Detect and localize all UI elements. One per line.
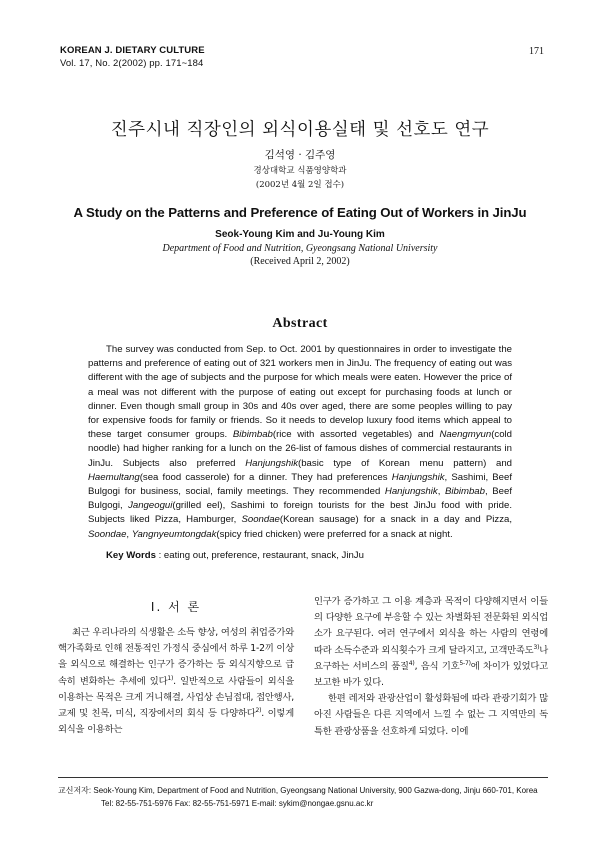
footnote-label: 교신저자 <box>58 786 89 795</box>
korean-received-date: (2002년 4월 2일 접수) <box>255 180 345 190</box>
citation-ref: 5-7) <box>459 659 471 667</box>
english-received-date: (Received April 2, 2002) <box>250 256 350 267</box>
body-paragraph: 인구가 증가하고 그 이용 계층과 목적이 다양해지면서 이들의 다양한 요구에 부응할 수 있는 차별화된 전문화된 외식업소가 요구된다. 여러 연구에서 외식을 하는 사람의 연령에 따라 소득수준과 외식횟수가 크게 달라지고, 고객만족도$^{3)}$나 요구하는 서비스의 품질$^{4)}$, 음식 기호$^{5-7)}$에 차이가 있었다고 보고한 바가 있다. <box>314 596 548 689</box>
abstract-text: The survey was conducted from Sep. to Oct. 2001 by questionnaires in order to investigate the patterns and preference of eating out of 321 workers men in JinJu. The frequency of eating out was different with the age of subjects and the purpose for which meals were eaten. However the price of a meal was not different with the purpose of eating out except for purchasing foods at lunch or dinner. Even though small group in 30s and 40s over aged, there are some peoples willing to pay for expensive foods for family or friends. So it needs to develop luxury food items which appeal to these target consumer groups. Bibimbab(rice with assorted vegetables) and Naengmyun(cold noodle) had higher ranking for a lunch on the 26-list of famous dishes of commercial restaurants in JinJu. Subjects also preferred Hanjungshik(basic type of Korean menu pattern) and Haemultang(sea food casserole) for a dinner. They had preferences Hanjungshik, Sashimi, Beef Bulgogi for business, social, family meetings. They recommended Hanjungshik, Bibimbab, Beef Bulgogi, Jangeogui(grilled eel), Sashimi to foreign tourists for the best JinJu food with pride. Subjects liked Pizza, Hamburger, Soondae(Korean sausage) for a snack in a day and Pizza, Soondae, Yangnyeumtongdak(spicy fried chicken) were preferred for a snack at night. <box>88 344 512 540</box>
english-title: A Study on the Patterns and Preference of Eating Out of Workers in JinJu <box>73 205 527 220</box>
footnote-divider <box>58 777 548 778</box>
citation-ref: 2) <box>255 706 262 714</box>
english-affiliation: Department of Food and Nutrition, Gyeongsang National University <box>162 243 438 254</box>
footnote-contact: Tel: 82-55-751-5976 Fax: 82-55-751-5971 E-mail: sykim@nongae.gsnu.ac.kr <box>101 799 374 808</box>
journal-volume: Vol. 17, No. 2(2002) pp. 171~184 <box>60 58 204 69</box>
korean-authors: 김석영 · 김주영 <box>264 149 336 161</box>
korean-title: 진주시내 직장인의 외식이용실태 및 선호도 연구 <box>110 120 490 140</box>
corresponding-author-footnote: 교신저자: Seok-Young Kim, Department of Food and Nutrition, Gyeongsang National University, 900 Gazwa-dong, Jinju 660-701, Korea Tel: 82-55-751-5976 Fax: 82-55-751-5971 E-mail: sykim@nongae.gsnu.ac.kr <box>58 784 558 810</box>
journal-header <box>60 44 205 70</box>
keywords-label: Key Words <box>106 550 156 561</box>
body-right-column <box>314 594 548 740</box>
body-left-column: 최근 우리나라의 식생활은 소득 향상, 여성의 취업증가와 핵가족화로 인해 전통적인 가정식 중심에서 하루 1-2끼 이상을 외식으로 해결하는 인구가 증가하는 등 외식지향으로 급속히 변화하는 추세에 있다$^{1)}$. 일반적으로 사람들이 외식을 이용하는 목적은 크게 거니해결, 사업상 손님접대, 접안행사, 교제 및 친목, 미식, 직장에서의 회식 등 다양하다$^{2)}$. 이렇게 외식을 이용하는 <box>58 627 295 736</box>
section-title-introduction: I. 서 론 <box>150 600 202 614</box>
abstract-heading: Abstract <box>272 316 328 331</box>
body-paragraph: 한편 레저와 관광산업이 활성화됨에 따라 관광기회가 많아진 사람들은 다른 지역에서 느낄 수 없는 그 지역만의 독특한 관광상품을 선호하게 되었다. 이에 <box>314 693 548 737</box>
citation-ref: 3) <box>533 643 540 651</box>
korean-affiliation: 경상대학교 식품영양학과 <box>253 166 347 176</box>
journal-name: KOREAN J. DIETARY CULTURE <box>60 45 205 56</box>
citation-ref: 4) <box>408 659 415 667</box>
english-authors: Seok-Young Kim and Ju-Young Kim <box>215 229 385 240</box>
page-number: 171 <box>529 46 544 57</box>
keywords <box>106 550 364 561</box>
citation-ref: 1) <box>167 674 174 682</box>
keywords-list: : eating out, preference, restaurant, snack, JinJu <box>155 550 364 561</box>
